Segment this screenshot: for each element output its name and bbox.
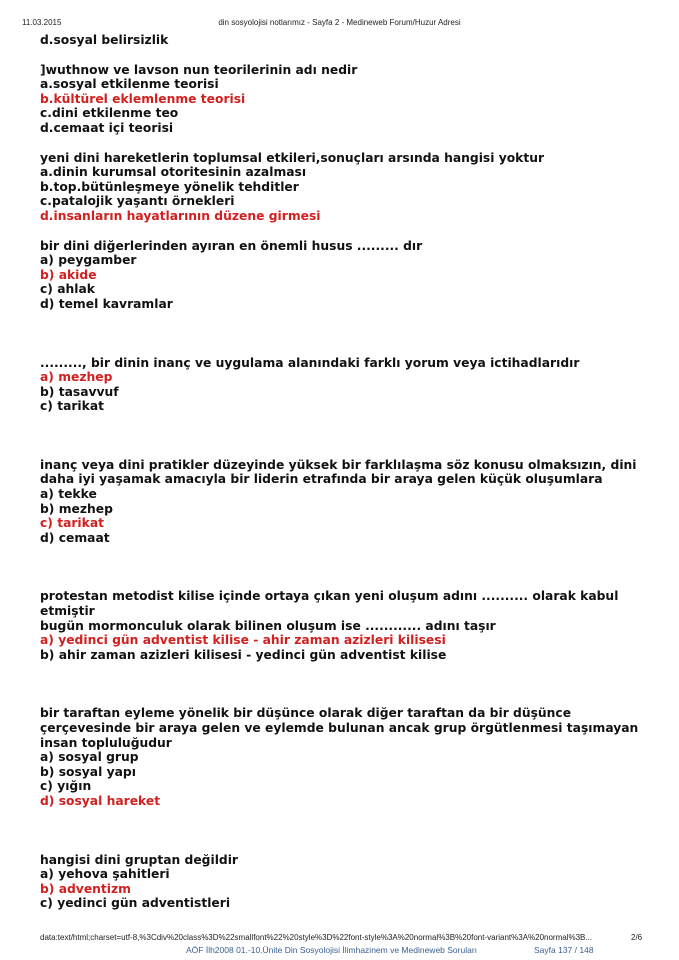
- question-block: [40, 151, 650, 224]
- correct-answer-option: d.insanların hayatlarının düzene girmesi: [40, 208, 321, 223]
- top-line: d.sosyal belirsizlik: [40, 33, 169, 47]
- answer-option: a) sosyal grup: [40, 750, 139, 765]
- correct-answer-option: a) mezhep: [40, 370, 113, 385]
- question-text: yeni dini hareketlerin toplumsal etkileri,sonuçları arsında hangisi yoktur: [40, 150, 545, 165]
- answer-option: c.patalojik yaşantı örnekleri: [40, 194, 235, 209]
- question-text: hangisi dini gruptan değildir: [40, 852, 238, 867]
- question-text-continued: bugün mormonculuk olarak bilinen oluşum ise ............ adını taşır: [40, 618, 496, 633]
- question-block: [40, 356, 650, 414]
- document-body: [40, 33, 650, 911]
- print-page-title: din sosyolojisi notlarımız - Sayfa 2 - Medineweb Forum/Huzur Adresi: [218, 18, 461, 27]
- correct-answer-option: a) yedinci gün adventist kilise - ahir zaman azizleri kilisesi: [40, 633, 446, 648]
- answer-option: a) tekke: [40, 487, 97, 502]
- question-block: [40, 458, 650, 546]
- correct-answer-option: c) tarikat: [40, 516, 105, 531]
- answer-option: a) peygamber: [40, 253, 137, 268]
- correct-answer-option: b.kültürel eklemlenme teorisi: [40, 91, 246, 106]
- answer-option: b) tasavvuf: [40, 384, 119, 399]
- answer-option: a.dinin kurumsal otoritesinin azalması: [40, 165, 307, 180]
- question-text: inanç veya dini pratikler düzeyinde yüksek bir farklılaşma söz konusu olmaksızın, dini daha iyi yaşamak amacıyla bir liderin etrafında bir araya gelen küçük oluşumlara: [40, 457, 637, 487]
- answer-option: c) ahlak: [40, 282, 95, 297]
- correct-answer-option: b) akide: [40, 267, 97, 282]
- answer-option: a.sosyal etkilenme teorisi: [40, 77, 219, 92]
- question-block: [40, 239, 650, 312]
- answer-option: a) yehova şahitleri: [40, 867, 170, 882]
- footer-source-title: AÖF İlh2008 01.-10.Ünite Din Sosyolojisi İlimhazinem ve Medineweb Soruları: [186, 945, 478, 955]
- correct-answer-option: b) adventizm: [40, 881, 131, 896]
- question-text: bir dini diğerlerinden ayıran en önemli husus ......... dır: [40, 238, 423, 253]
- question-block: [40, 589, 650, 662]
- answer-option: d.cemaat içi teorisi: [40, 120, 174, 135]
- answer-option: c) tarikat: [40, 399, 105, 414]
- footer-page-count: Sayfa 137 / 148: [534, 945, 594, 955]
- question-text: protestan metodist kilise içinde ortaya çıkan yeni oluşum adını .......... olarak kabul etmiştir: [40, 589, 619, 619]
- footer-url: data:text/html;charset=utf-8,%3Cdiv%20class%3D%22smallfont%22%20style%3D%22font-style%3A%20normal%3B%20font-variant%3A%20normal%3B...: [40, 933, 593, 942]
- answer-option: b) ahir zaman azizleri kilisesi - yedinci gün adventist kilise: [40, 647, 447, 662]
- answer-option: b.top.bütünleşmeye yönelik tehditler: [40, 179, 299, 194]
- answer-option: c.dini etkilenme teo: [40, 106, 179, 121]
- answer-option: b) mezhep: [40, 501, 113, 516]
- answer-option: d) temel kavramlar: [40, 296, 173, 311]
- answer-option: c) yığın: [40, 779, 92, 794]
- question-text: ]wuthnow ve lavson nun teorilerinin adı nedir: [40, 62, 358, 77]
- answer-option: d) cemaat: [40, 530, 110, 545]
- answer-option: b) sosyal yapı: [40, 764, 136, 779]
- question-list: [40, 63, 650, 911]
- answer-option: c) yedinci gün adventistleri: [40, 896, 231, 911]
- question-block: [40, 853, 650, 911]
- question-block: [40, 63, 650, 136]
- footer-page-number: 2/6: [631, 933, 643, 942]
- question-text: ........., bir dinin inanç ve uygulama alanındaki farklı yorum veya ictihadlarıdır: [40, 355, 580, 370]
- print-date: 11.03.2015: [22, 18, 62, 27]
- question-text: bir taraftan eyleme yönelik bir düşünce olarak diğer taraftan da bir düşünce çerçevesinde bir araya gelen ve eylemde bulunan ancak grup örgütlenmesi taşımayan insan topluluğudur: [40, 706, 639, 750]
- correct-answer-option: d) sosyal hareket: [40, 793, 161, 808]
- question-block: [40, 706, 650, 808]
